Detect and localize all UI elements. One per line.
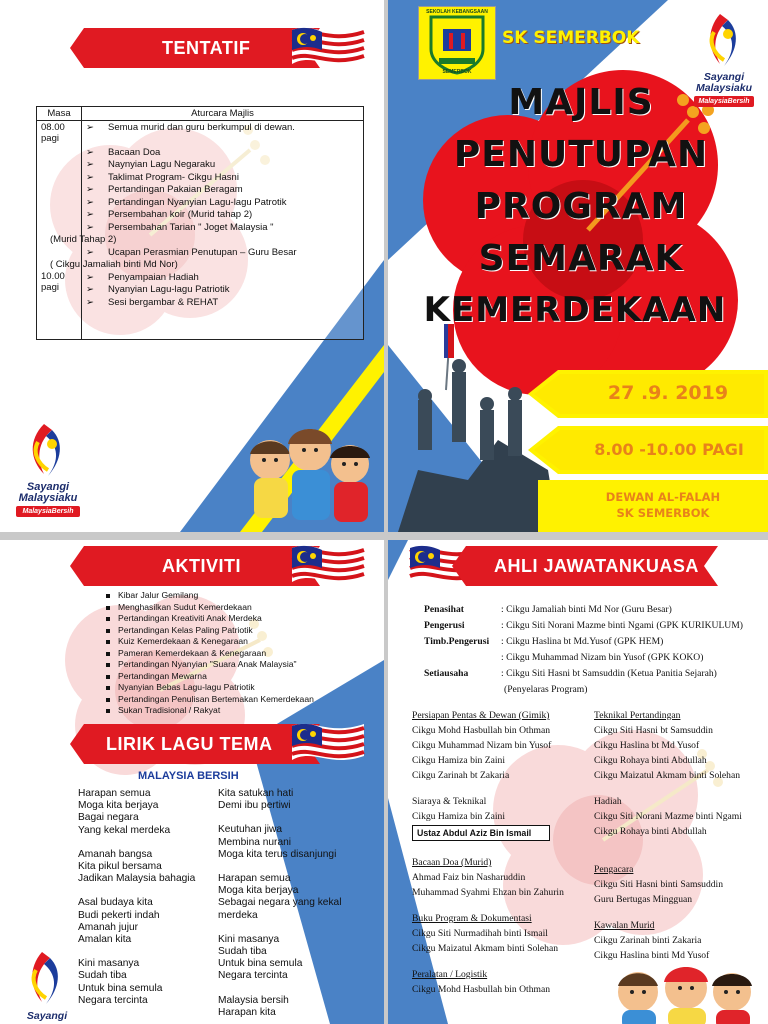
- lirik-heading: LIRIK LAGU TEMA: [106, 734, 273, 754]
- program-item: ➢ Naynyian Lagu Negaraku: [86, 159, 216, 170]
- program-item: ➢ Penyampaian Hadiah: [86, 271, 199, 283]
- aktiviti-item: Sukan Tradisional / Rakyat: [104, 705, 314, 717]
- col-header-time: Masa: [37, 107, 82, 121]
- logo-line2: Malaysiaku: [18, 492, 78, 504]
- song-title: MALAYSIA BERSIH: [138, 770, 239, 782]
- venue-line2: SK SEMERBOK: [616, 506, 710, 520]
- program-item: ➢ Bacaan Doa: [86, 146, 161, 158]
- crest-bottom-text: SEMERBOK: [442, 69, 472, 75]
- event-date: 27 .9. 2019: [607, 382, 729, 404]
- aktiviti-item: Pameran Kemerdekaan & Kenegaraan: [104, 648, 314, 660]
- aktiviti-item: Pertandingan Nyanyian "Suara Anak Malaysia": [104, 659, 314, 671]
- tentatif-banner: [70, 28, 320, 68]
- event-time: 8.00 -10.00 PAGI: [594, 440, 744, 459]
- program-item: ➢ Pertandingan Pakaian Beragam: [86, 184, 243, 195]
- col-header-program: Aturcara Majlis: [82, 107, 364, 121]
- sayangi-malaysiaku-logo: [8, 420, 88, 530]
- title-line-1: MAJLIS: [508, 82, 654, 123]
- ajk-group: Persiapan Pentas & Dewan (Gimik) Cikgu Mohd Hasbullah bin Othman Cikgu Muhammad Nizam bin Yusof Cikgu Hamiza bin Zaini Cikgu Zarinah bt Zakaria: [412, 710, 552, 781]
- title-line-4: SEMARAK: [478, 238, 684, 279]
- ajk-post-row: Setiausaha : Cikgu Siti Hasni bt Samsuddin (Ketua Panitia Sejarah): [424, 668, 717, 679]
- logo-line3: MalaysiaBersih: [16, 506, 80, 517]
- ajk-banner: [452, 546, 718, 586]
- crest-top-text: SEKOLAH KEBANGSAAN: [426, 9, 488, 15]
- aktiviti-item: Pertandingan Kelas Paling Patriotik: [104, 625, 314, 637]
- children-illustration: [240, 420, 380, 532]
- logo-line3: MalaysiaBersih: [694, 96, 754, 107]
- panel-cover: [388, 0, 768, 532]
- ajk-post-row: Penasihat : Cikgu Jamaliah binti Md Nor (Guru Besar): [424, 604, 672, 615]
- program-item: ➢ Sesi bergambar & REHAT: [86, 296, 219, 308]
- ajk-groups-right: [594, 710, 766, 962]
- aktiviti-banner: [70, 546, 320, 586]
- aktiviti-item: Pertandingan Penulisan Bertemakan Kemerdekaan: [104, 694, 314, 706]
- ajk-post-row: Pengerusi : Cikgu Siti Norani Mazme binti Ngami (GPK KURIKULUM): [424, 620, 743, 631]
- school-name: SK SEMERBOK: [502, 28, 640, 48]
- lirik-banner: [70, 724, 320, 764]
- aktiviti-heading: AKTIVITI: [162, 556, 241, 576]
- children-illustration: [608, 964, 764, 1024]
- ajk-groups-left: [412, 710, 592, 996]
- time-start: 08.00 pagi: [41, 122, 65, 144]
- program-item-cont: ( Cikgu Jamaliah binti Md Nor): [50, 259, 178, 270]
- ajk-post-row: : Cikgu Muhammad Nizam bin Yusof (GPK KOKO): [501, 652, 704, 663]
- panel-tentatif: [0, 0, 384, 532]
- panel-ahli-jawatankuasa: [388, 540, 768, 1024]
- tentatif-table: [36, 106, 364, 340]
- malaysia-flag-icon: [288, 718, 368, 770]
- program-item-cont: (Murid Tahap 2): [50, 234, 117, 245]
- program-item: ➢ Semua murid dan guru berkumpul di dewan.: [86, 122, 295, 133]
- aktiviti-list: [104, 590, 314, 717]
- program-item: ➢ Pertandingan Nyanyian Lagu-lagu Patrotik: [86, 196, 287, 208]
- venue-line1: DEWAN AL-FALAH: [605, 490, 721, 504]
- title-line-3: PROGRAM: [474, 186, 688, 227]
- ajk-heading: AHLI JAWATANKUASA: [494, 556, 699, 576]
- school-crest: [418, 6, 496, 80]
- lyrics-column-left: Harapan semua Moga kita berjaya Bagai negara Yang kekal merdeka Amanah bangsa Kita pikul bersama Jadikan Malaysia bahagia Asal budaya kita Budi pekerti indah Amanah jujur Amalan kita Kini masanya Sudah tiba Untuk bina semula Negara tercinta: [78, 788, 196, 1006]
- aktiviti-item: Nyanyian Bebas Lagu-lagu Patriotik: [104, 682, 314, 694]
- logo-line1: Sayangi: [703, 71, 745, 83]
- aktiviti-item: Kibar Jalur Gemilang: [104, 590, 314, 602]
- logo-line1: Sayangi: [26, 1010, 68, 1022]
- aktiviti-item: Menghasilkan Sudut Kemerdekaan: [104, 602, 314, 614]
- tentatif-heading: TENTATIF: [162, 38, 251, 58]
- logo-line2: Malaysiaku: [695, 82, 753, 94]
- aktiviti-item: Pertandingan Kreativiti Anak Merdeka: [104, 613, 314, 625]
- ajk-group: Teknikal Pertandingan Cikgu Siti Hasni bt Samsuddin Cikgu Haslina bt Md Yusof Cikgu Rohaya binti Abdullah Cikgu Maizatul Akmam binti Solehan: [594, 710, 741, 781]
- ajk-group: Bacaan Doa (Murid) Ahmad Faiz bin Nasharuddin Muhammad Syahmi Ehzan bin Zahurin: [412, 857, 564, 898]
- boxed-member: Ustaz Abdul Aziz Bin Ismail: [412, 825, 550, 841]
- sayangi-malaysiaku-logo: [12, 948, 82, 1024]
- ajk-post-row: Timb.Pengerusi : Cikgu Haslina bt Md.Yusof (GPK HEM): [424, 636, 664, 647]
- ajk-group: Peralatan / Logistik Cikgu Mohd Hasbullah bin Othman: [412, 969, 551, 995]
- malaysia-flag-icon: [288, 540, 368, 592]
- aktiviti-item: Kuiz Kemerdekaan & Kenegaraan: [104, 636, 314, 648]
- lyrics-column-right: Kita satukan hati Demi ibu pertiwi Keutuhan jiwa Membina nurani Moga kita terus disanjungi Harapan semua Moga kita berjaya Sebagai negara yang kekal merdeka Kini masanya Sudah tiba Untuk bina semula Negara tercinta Malaysia bersih Harapan kita: [218, 788, 342, 1018]
- ajk-group: Kawalan Murid Cikgu Zarinah binti Zakaria Cikgu Haslina binti Md Yusof: [594, 920, 710, 961]
- program-item: ➢ Taklimat Program- Cikgu Hasni: [86, 171, 239, 183]
- time-ceremony: 10.00 pagi: [41, 271, 65, 293]
- program-item: ➢ Ucapan Perasmian Penutupan – Guru Besar: [86, 246, 297, 258]
- program-item: ➢ Persembahan Tarian " Joget Malaysia ": [86, 221, 274, 233]
- ajk-group: Hadiah Cikgu Siti Norani Mazme binti Ngami Cikgu Rohaya binti Abdullah: [594, 796, 742, 837]
- fold-divider-horizontal: [0, 532, 768, 540]
- ajk-group: Siaraya & Teknikal Cikgu Hamiza bin Zaini Ustaz Abdul Aziz Bin Ismail: [412, 796, 592, 841]
- program-item: ➢ Persembahan koir (Murid tahap 2): [86, 209, 253, 220]
- panel-aktiviti-lirik: [0, 540, 384, 1024]
- ajk-post-row: (Penyelaras Program): [504, 684, 588, 695]
- title-line-2: PENUTUPAN: [453, 134, 709, 175]
- ajk-group: Pengacara Cikgu Siti Hasni binti Samsuddin Guru Bertugas Mingguan: [594, 864, 723, 905]
- logo-line1: Sayangi: [26, 481, 70, 493]
- program-item: ➢ Nyanyian Lagu-lagu Patriotik: [86, 284, 230, 295]
- ajk-group: Buku Program & Dokumentasi Cikgu Siti Nurmadihah binti Ismail Cikgu Maizatul Akmam binti Solehan: [412, 913, 559, 954]
- ajk-posts: [424, 604, 764, 696]
- title-line-5: KEMERDEKAAN: [423, 290, 727, 330]
- aktiviti-item: Pertandingan Mewarna: [104, 671, 314, 683]
- malaysia-flag-icon: [288, 22, 368, 74]
